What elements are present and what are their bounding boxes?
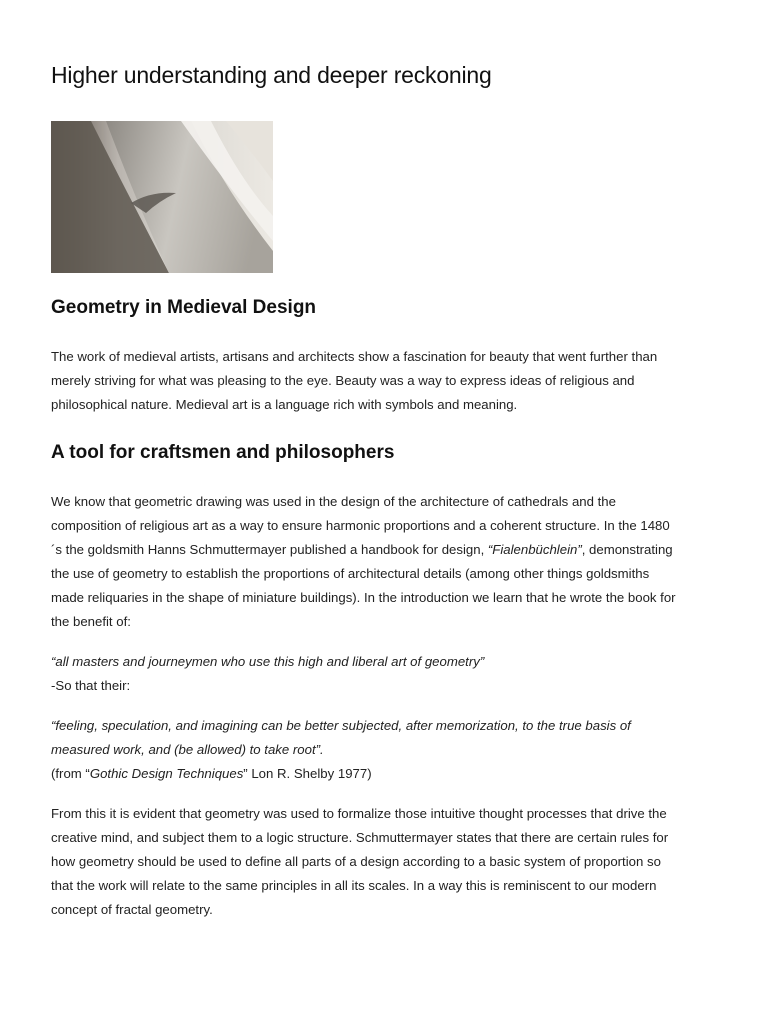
citation <box>51 762 721 786</box>
citation-suffix: ” Lon R. Shelby 1977) <box>243 766 372 781</box>
quote-text: “all masters and journeymen who use this high and liberal art of geometry” <box>51 654 485 669</box>
text-line: that the work will relate to the same principles in all its scales. In a way this is reminiscent to our modern <box>51 878 657 893</box>
text-line: -So that their: <box>51 678 131 693</box>
text-line: made reliquaries in the shape of miniature buildings). In the introduction we learn that he wrote the book for <box>51 590 676 605</box>
text-line: the use of geometry to establish the proportions of architectural details (among other things goldsmiths <box>51 566 650 581</box>
quote-text: measured work, and (be allowed) to take root”. <box>51 742 324 757</box>
text-segment: , demonstrating <box>581 542 673 557</box>
text-line: creative mind, and subject them to a logic structure. Schmuttermayer states that there are certain rules for <box>51 830 669 845</box>
citation-title: Gothic Design Techniques <box>89 766 244 781</box>
history-paragraph <box>51 490 721 634</box>
quote-masters <box>51 650 721 698</box>
text-line: The work of medieval artists, artisans and architects show a fascination for beauty that went further than <box>51 349 658 364</box>
text-line: philosophical nature. Medieval art is a language rich with symbols and meaning. <box>51 397 518 412</box>
page-title: Higher understanding and deeper reckoning <box>51 62 492 88</box>
text-line: We know that geometric drawing was used in the design of the architecture of cathedrals and the <box>51 494 616 509</box>
text-line: composition of religious art as a way to ensure harmonic proportions and a coherent structure. In the 1480 <box>51 518 670 533</box>
book-title: “Fialenbüchlein” <box>487 542 582 557</box>
metal-blade-photo-icon <box>51 121 273 273</box>
text-line: From this it is evident that geometry was used to formalize those intuitive thought processes that drive the <box>51 806 667 821</box>
text-line: merely striving for what was pleasing to the eye. Beauty was a way to express ideas of religious and <box>51 373 635 388</box>
conclusion-paragraph <box>51 802 721 922</box>
text-segment: ´s the goldsmith Hanns Schmuttermayer published a handbook for design, <box>51 542 488 557</box>
text-line: how geometry should be used to define all parts of a design according to a basic system of proportion so <box>51 854 661 869</box>
intro-paragraph <box>51 345 721 417</box>
text-line: the benefit of: <box>51 614 131 629</box>
text-line: concept of fractal geometry. <box>51 902 213 917</box>
text-line <box>51 538 721 562</box>
section-heading-geometry: Geometry in Medieval Design <box>51 297 317 318</box>
section-heading-tool: A tool for craftsmen and philosophers <box>51 442 395 463</box>
citation-prefix: (from “ <box>51 766 90 781</box>
quote-text: “feeling, speculation, and imagining can be better subjected, after memorization, to the true basis of <box>51 718 631 733</box>
header-photo <box>51 121 273 273</box>
quote-feeling <box>51 714 721 786</box>
